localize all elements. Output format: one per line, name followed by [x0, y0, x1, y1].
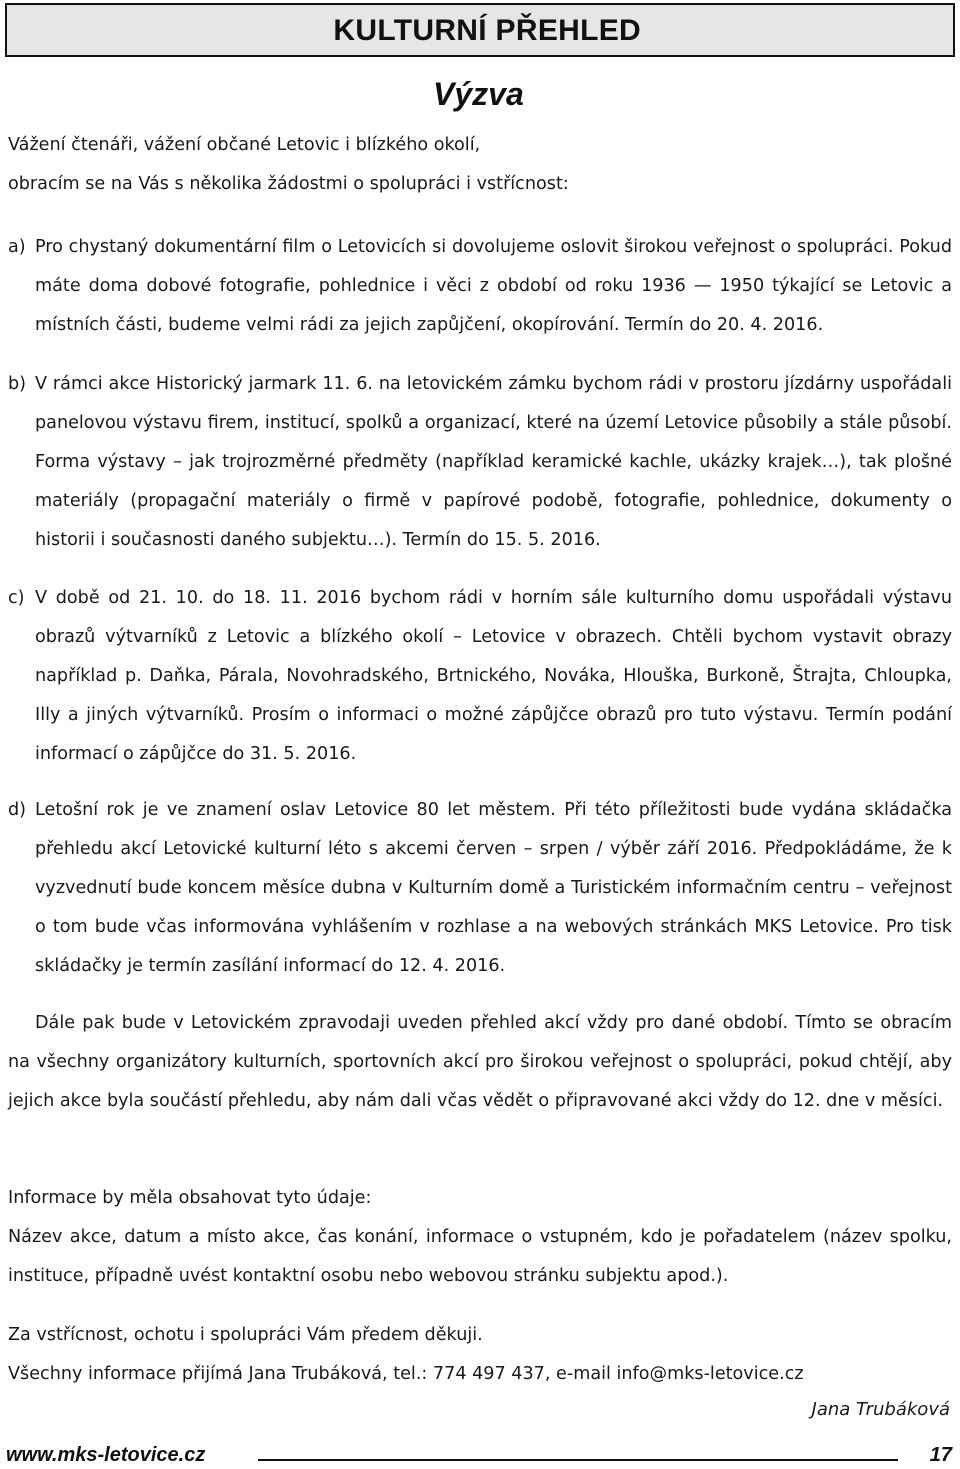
- list-item: [8, 365, 952, 560]
- contact-line: Všechny informace přijímá Jana Trubáková, tel.: 774 497 437, e-mail info@mks-letovice.cz: [8, 1364, 804, 1384]
- list-item: [8, 228, 952, 345]
- footer-divider: [258, 1459, 898, 1461]
- section-header-bar: [5, 3, 955, 57]
- list-marker: d): [8, 800, 27, 820]
- list-item-text: V době od 21. 10. do 18. 11. 2016 bychom rádi v horním sále kulturního domu uspořádali výstavu obrazů výtvarníků z Letovic a blízkého okolí – Letovice v obrazech. Chtěli bychom vystavit obrazy například p. Daňka, Párala, Novohradského, Brtnického, Nováka, Hlouška, Burkoně, Štrajta, Chloupka, Illy a jiných výtvarníků. Prosím o informaci o možné zápůjčce obrazů pro tuto výstavu. Termín podání informací o zápůjčce do 31. 5. 2016.: [35, 588, 952, 764]
- list-item: [8, 791, 952, 986]
- footer-website: www.mks-letovice.cz: [6, 1444, 206, 1466]
- greeting: [8, 126, 948, 204]
- list-item: [8, 579, 952, 774]
- article-title: Výzva: [433, 76, 524, 112]
- thanks-line: Za vstřícnost, ochotu i spolupráci Vám předem děkuji.: [8, 1325, 483, 1345]
- closing-paragraph: Dále pak bude v Letovickém zpravodaji uveden přehled akcí vždy pro dané období. Tímto se obracím na všechny organizátory kulturních, sportovních akcí pro širokou veřejnost o spolupráci, pokud chtějí, aby jejich akce byla součástí přehledu, aby nám dali včas vědět o připravované akci vždy do 12. dne v měsíci.: [8, 1013, 952, 1111]
- greeting-line: Vážení čtenáři, vážení občané Letovic i blízkého okolí,: [8, 135, 481, 155]
- list-marker: a): [8, 237, 26, 257]
- list-marker: c): [8, 588, 25, 608]
- list-item-text: V rámci akce Historický jarmark 11. 6. na letovickém zámku bychom rádi v prostoru jízdárny uspořádali panelovou výstavu firem, institucí, spolků a organizací, které na území Letovice působily a stále působí. Forma výstavy – jak trojrozměrné předměty (například keramické kachle, ukázky krajek…), tak plošné materiály (propagační materiály o firmě v papírové podobě, fotografie, pohlednice, dokumenty o historii i současnosti daného subjektu…). Termín do 15. 5. 2016.: [35, 374, 952, 550]
- info-heading: Informace by měla obsahovat tyto údaje:: [8, 1188, 372, 1208]
- list-marker: b): [8, 374, 27, 394]
- section-title: KULTURNÍ PŘEHLED: [333, 14, 641, 47]
- list-item-text: Pro chystaný dokumentární film o Letovicích si dovolujeme oslovit širokou veřejnost o spolupráci. Pokud máte doma dobové fotografie, pohlednice i věci z období od roku 1936 — 1950 týkající se Letovic a místních části, budeme velmi rádi za jejich zapůjčení, okopírování. Termín do 20. 4. 2016.: [35, 237, 952, 335]
- info-text: Název akce, datum a místo akce, čas konání, informace o vstupném, kdo je pořadatelem (název spolku, instituce, případně uvést kontaktní osobu nebo webovou stránku subjektu apod.).: [8, 1227, 952, 1286]
- greeting-line: obracím se na Vás s několika žádostmi o spolupráci i vstřícnost:: [8, 174, 569, 194]
- page-number: 17: [929, 1444, 952, 1466]
- author-signature: Jana Trubáková: [811, 1399, 950, 1420]
- list-item-text: Letošní rok je ve znamení oslav Letovice 80 let městem. Při této příležitosti bude vydána skládačka přehledu akcí Letovické kulturní léto s akcemi červen – srpen / výběr září 2016. Předpokládáme, že k vyzvednutí bude koncem měsíce dubna v Kulturním domě a Turistickém informačním centru – veřejnost o tom bude včas informována vyhlášením v rozhlase a na webových stránkách MKS Letovice. Pro tisk skládačky je termín zasílání informací do 12. 4. 2016.: [35, 800, 952, 976]
